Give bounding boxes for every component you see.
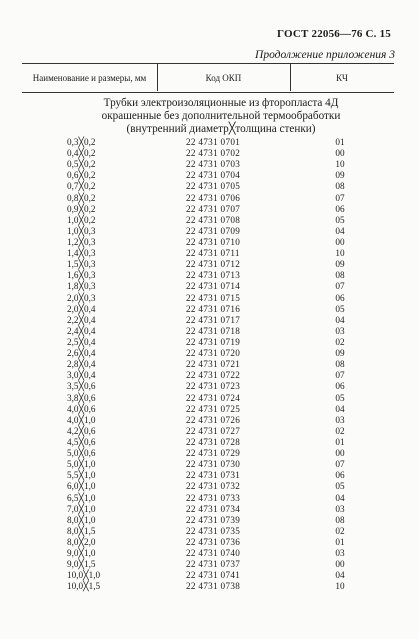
code-cell: 22 4731 0734 bbox=[186, 503, 241, 514]
table-row bbox=[0, 293, 419, 304]
code-cell: 22 4731 0735 bbox=[186, 525, 241, 536]
table-row bbox=[0, 381, 419, 392]
size-cell: 8,0╳2,0 bbox=[67, 536, 96, 547]
table-row bbox=[0, 470, 419, 481]
code-cell: 22 4731 0705 bbox=[186, 181, 241, 192]
table-row bbox=[0, 426, 419, 437]
size-cell: 9,0╳1,5 bbox=[67, 559, 96, 570]
section-title-line: окрашенные без дополнительной термообработки bbox=[101, 110, 341, 122]
code-cell: 22 4731 0723 bbox=[186, 381, 241, 392]
size-cell: 0,9╳0,2 bbox=[67, 203, 96, 214]
kch-cell: 01 bbox=[335, 436, 345, 447]
column-header-code: Код ОКП bbox=[205, 73, 242, 83]
code-cell: 22 4731 0721 bbox=[186, 359, 241, 370]
size-cell: 3,8╳0,6 bbox=[67, 392, 96, 403]
table-row bbox=[0, 437, 419, 448]
size-cell: 1,0╳0,3 bbox=[67, 225, 96, 236]
column-header-name: Наименование и размеры, мм bbox=[32, 73, 147, 83]
kch-cell: 00 bbox=[335, 236, 345, 247]
size-cell: 5,5╳1,0 bbox=[67, 470, 96, 481]
size-cell: 4,2╳0,6 bbox=[67, 425, 96, 436]
table-row bbox=[0, 415, 419, 426]
size-cell: 1,2╳0,3 bbox=[67, 236, 96, 247]
code-cell: 22 4731 0716 bbox=[186, 303, 241, 314]
table-row bbox=[0, 204, 419, 215]
size-cell: 4,5╳0,6 bbox=[67, 436, 96, 447]
code-cell: 22 4731 0719 bbox=[186, 336, 241, 347]
code-cell: 22 4731 0739 bbox=[186, 514, 241, 525]
size-cell: 2,5╳0,4 bbox=[67, 336, 96, 347]
table-row bbox=[0, 326, 419, 337]
size-cell: 5,0╳0,6 bbox=[67, 448, 96, 459]
kch-cell: 00 bbox=[335, 148, 345, 159]
kch-cell: 06 bbox=[335, 292, 345, 303]
kch-cell: 03 bbox=[335, 325, 345, 336]
table-row bbox=[0, 181, 419, 192]
section-title bbox=[76, 97, 366, 136]
size-cell: 2,4╳0,4 bbox=[67, 325, 96, 336]
size-cell: 10,0╳1,5 bbox=[67, 581, 101, 592]
kch-cell: 07 bbox=[335, 281, 345, 292]
kch-cell: 03 bbox=[335, 503, 345, 514]
kch-cell: 04 bbox=[335, 225, 345, 236]
table-row bbox=[0, 259, 419, 270]
code-cell: 22 4731 0709 bbox=[186, 225, 241, 236]
kch-cell: 07 bbox=[335, 370, 345, 381]
table-row bbox=[0, 481, 419, 492]
size-cell: 6,5╳1,0 bbox=[67, 492, 96, 503]
kch-cell: 05 bbox=[335, 303, 345, 314]
kch-cell: 05 bbox=[335, 481, 345, 492]
code-cell: 22 4731 0733 bbox=[186, 492, 241, 503]
kch-cell: 10 bbox=[335, 248, 345, 259]
size-cell: 8,0╳1,5 bbox=[67, 525, 96, 536]
code-cell: 22 4731 0725 bbox=[186, 403, 241, 414]
table-row bbox=[0, 370, 419, 381]
code-cell: 22 4731 0737 bbox=[186, 559, 241, 570]
table-row bbox=[0, 270, 419, 281]
code-cell: 22 4731 0730 bbox=[186, 459, 241, 470]
size-cell: 0,6╳0,2 bbox=[67, 170, 96, 181]
kch-cell: 06 bbox=[335, 203, 345, 214]
size-cell: 1,8╳0,3 bbox=[67, 281, 96, 292]
kch-cell: 02 bbox=[335, 525, 345, 536]
kch-cell: 03 bbox=[335, 414, 345, 425]
size-cell: 6,0╳1,0 bbox=[67, 481, 96, 492]
kch-cell: 00 bbox=[335, 559, 345, 570]
size-cell: 0,8╳0,2 bbox=[67, 192, 96, 203]
size-cell: 4,0╳0,6 bbox=[67, 403, 96, 414]
code-cell: 22 4731 0722 bbox=[186, 370, 241, 381]
code-cell: 22 4731 0728 bbox=[186, 436, 241, 447]
kch-cell: 10 bbox=[335, 581, 345, 592]
code-cell: 22 4731 0732 bbox=[186, 481, 241, 492]
kch-cell: 02 bbox=[335, 336, 345, 347]
code-cell: 22 4731 0701 bbox=[186, 137, 241, 147]
table-row bbox=[0, 315, 419, 326]
table-row bbox=[0, 548, 419, 559]
size-cell: 2,2╳0,4 bbox=[67, 314, 96, 325]
table-row bbox=[0, 137, 419, 148]
size-cell: 3,0╳0,4 bbox=[67, 370, 96, 381]
size-cell: 0,5╳0,2 bbox=[67, 159, 96, 170]
kch-cell: 04 bbox=[335, 403, 345, 414]
table-row bbox=[0, 404, 419, 415]
size-cell: 0,7╳0,2 bbox=[67, 181, 96, 192]
section-title-line: (внутренний диаметр╳толщина стенки) bbox=[126, 123, 316, 135]
table-row bbox=[0, 281, 419, 292]
code-cell: 22 4731 0712 bbox=[186, 259, 241, 270]
size-cell: 10,0╳1,0 bbox=[67, 570, 101, 581]
standard-number: ГОСТ 22056—76 С. 15 bbox=[277, 28, 391, 40]
table-row bbox=[0, 459, 419, 470]
size-cell: 5,0╳1,0 bbox=[67, 459, 96, 470]
kch-cell: 10 bbox=[335, 159, 345, 170]
kch-cell: 04 bbox=[335, 314, 345, 325]
code-cell: 22 4731 0727 bbox=[186, 425, 241, 436]
size-cell: 3,5╳0,6 bbox=[67, 381, 96, 392]
code-cell: 22 4731 0718 bbox=[186, 325, 241, 336]
code-cell: 22 4731 0736 bbox=[186, 536, 241, 547]
kch-cell: 09 bbox=[335, 170, 345, 181]
kch-cell: 06 bbox=[335, 381, 345, 392]
kch-cell: 05 bbox=[335, 392, 345, 403]
kch-cell: 06 bbox=[335, 470, 345, 481]
code-cell: 22 4731 0726 bbox=[186, 414, 241, 425]
kch-cell: 08 bbox=[335, 181, 345, 192]
table-row bbox=[0, 515, 419, 526]
size-cell: 1,6╳0,3 bbox=[67, 270, 96, 281]
code-cell: 22 4731 0702 bbox=[186, 148, 241, 159]
table-row bbox=[0, 193, 419, 204]
kch-cell: 04 bbox=[335, 570, 345, 581]
size-cell: 2,0╳0,3 bbox=[67, 292, 96, 303]
kch-cell: 08 bbox=[335, 359, 345, 370]
table-row bbox=[0, 215, 419, 226]
kch-cell: 05 bbox=[335, 214, 345, 225]
table-row bbox=[0, 493, 419, 504]
code-cell: 22 4731 0729 bbox=[186, 448, 241, 459]
size-cell: 2,8╳0,4 bbox=[67, 359, 96, 370]
code-cell: 22 4731 0717 bbox=[186, 314, 241, 325]
table-row bbox=[0, 170, 419, 181]
kch-cell: 04 bbox=[335, 492, 345, 503]
size-cell: 1,0╳0,2 bbox=[67, 214, 96, 225]
table-row bbox=[0, 448, 419, 459]
kch-cell: 01 bbox=[335, 137, 345, 147]
size-cell: 1,4╳0,3 bbox=[67, 248, 96, 259]
code-cell: 22 4731 0706 bbox=[186, 192, 241, 203]
table-row bbox=[0, 248, 419, 259]
table-row bbox=[0, 159, 419, 170]
table-row bbox=[0, 359, 419, 370]
size-cell: 2,0╳0,4 bbox=[67, 303, 96, 314]
size-cell: 4,0╳1,0 bbox=[67, 414, 96, 425]
code-cell: 22 4731 0713 bbox=[186, 270, 241, 281]
code-cell: 22 4731 0707 bbox=[186, 203, 241, 214]
size-cell: 2,6╳0,4 bbox=[67, 348, 96, 359]
table-body bbox=[0, 137, 419, 592]
kch-cell: 03 bbox=[335, 548, 345, 559]
table-row bbox=[0, 537, 419, 548]
code-cell: 22 4731 0704 bbox=[186, 170, 241, 181]
table-row bbox=[0, 226, 419, 237]
appendix-label: Продолжение приложения 3 bbox=[255, 49, 395, 61]
table-row bbox=[0, 570, 419, 581]
kch-cell: 01 bbox=[335, 536, 345, 547]
code-cell: 22 4731 0731 bbox=[186, 470, 241, 481]
kch-cell: 09 bbox=[335, 259, 345, 270]
column-header-kch: КЧ bbox=[336, 73, 348, 83]
table-row bbox=[0, 304, 419, 315]
table-row bbox=[0, 393, 419, 404]
code-cell: 22 4731 0741 bbox=[186, 570, 241, 581]
table-row bbox=[0, 559, 419, 570]
kch-cell: 07 bbox=[335, 459, 345, 470]
table-row bbox=[0, 581, 419, 592]
size-cell: 0,4╳0,2 bbox=[67, 148, 96, 159]
table-row bbox=[0, 337, 419, 348]
table-row bbox=[0, 148, 419, 159]
size-cell: 7,0╳1,0 bbox=[67, 503, 96, 514]
size-cell: 1,5╳0,3 bbox=[67, 259, 96, 270]
table-row bbox=[0, 237, 419, 248]
table-header bbox=[22, 63, 394, 93]
code-cell: 22 4731 0724 bbox=[186, 392, 241, 403]
table-row bbox=[0, 526, 419, 537]
column-divider bbox=[290, 63, 291, 91]
code-cell: 22 4731 0720 bbox=[186, 348, 241, 359]
column-divider bbox=[157, 63, 158, 91]
code-cell: 22 4731 0738 bbox=[186, 581, 241, 592]
table-row bbox=[0, 504, 419, 515]
size-cell: 0,3╳0,2 bbox=[67, 137, 96, 147]
kch-cell: 08 bbox=[335, 514, 345, 525]
code-cell: 22 4731 0711 bbox=[186, 248, 240, 259]
code-cell: 22 4731 0714 bbox=[186, 281, 241, 292]
code-cell: 22 4731 0740 bbox=[186, 548, 241, 559]
kch-cell: 00 bbox=[335, 448, 345, 459]
size-cell: 9,0╳1,0 bbox=[67, 548, 96, 559]
code-cell: 22 4731 0715 bbox=[186, 292, 241, 303]
size-cell: 8,0╳1,0 bbox=[67, 514, 96, 525]
table-row bbox=[0, 348, 419, 359]
section-title-line: Трубки электроизоляционные из фторопласта 4Д bbox=[103, 97, 339, 109]
code-cell: 22 4731 0703 bbox=[186, 159, 241, 170]
kch-cell: 02 bbox=[335, 425, 345, 436]
kch-cell: 09 bbox=[335, 348, 345, 359]
code-cell: 22 4731 0708 bbox=[186, 214, 241, 225]
kch-cell: 07 bbox=[335, 192, 345, 203]
kch-cell: 08 bbox=[335, 270, 345, 281]
code-cell: 22 4731 0710 bbox=[186, 236, 241, 247]
